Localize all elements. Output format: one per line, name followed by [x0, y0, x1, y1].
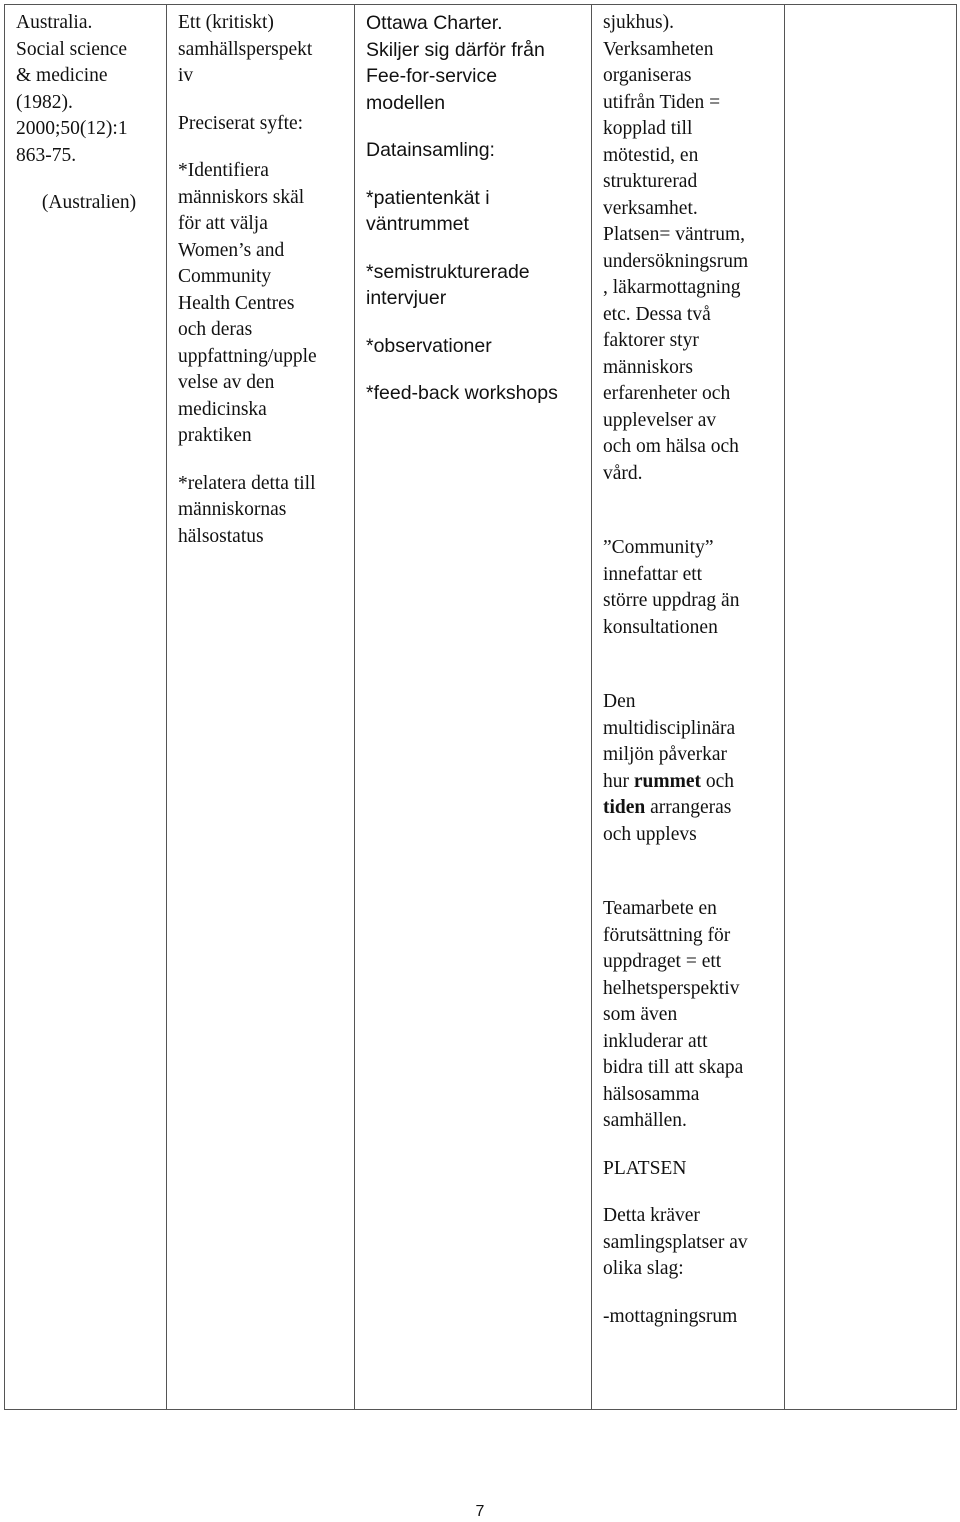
md-line-1: Den — [603, 691, 636, 712]
data-collection-heading: Datainsamling: — [366, 139, 495, 161]
md-line-2: multidisciplinära — [603, 717, 736, 739]
purpose-heading: Preciserat syfte: — [178, 112, 304, 134]
md-line-5-suffix: arrangeras — [645, 797, 732, 818]
teamwork-text: Teamarbete en förutsättning för uppdraget = ett helhetsperspektiv som även inkluderar att bidra till att skapa hälsosamma samhällen. — [603, 898, 744, 1131]
interviews-text: *semistrukturerade intervjuer — [366, 260, 530, 309]
document-table — [4, 4, 957, 1410]
requirements-text: Detta kräver samlingsplatser av olika slag: — [603, 1205, 748, 1279]
table-cell-results — [592, 5, 785, 1410]
table-row — [5, 5, 957, 1410]
table-cell-empty — [785, 5, 957, 1410]
observations-text: *observationer — [366, 334, 492, 357]
page-number: 7 — [475, 1503, 485, 1520]
md-line-6: och upplevs — [603, 823, 697, 845]
md-line-5-bold: tiden — [603, 797, 646, 818]
charter-text: Ottawa Charter. Skiljer sig därför från Fee-for-service modellen — [366, 12, 545, 114]
reception-room-text: -mottagningsrum — [603, 1305, 738, 1327]
place-heading: PLATSEN — [603, 1157, 687, 1179]
purpose-relate-text: *relatera detta till människornas hälsostatus — [178, 472, 316, 547]
table-cell-reference — [5, 5, 167, 1410]
md-line-3: miljön påverkar — [603, 744, 727, 765]
community-text: ”Community” innefattar ett större uppdrag än konsultationen — [603, 537, 740, 638]
md-line-4-bold: rummet — [633, 770, 702, 792]
organisation-text: sjukhus). Verksamheten organiseras utifrån Tiden = kopplad till mötestid, en strukturerad verksamhet. Platsen= väntrum, undersökningsrum , läkarmottagning etc. Dessa två faktorer styr människors erfarenheter och upplevelser av och om hälsa och vård. — [603, 12, 749, 484]
md-line-4-prefix: hur — [603, 770, 634, 792]
country-text: (Australien) — [41, 192, 137, 213]
perspective-text: Ett (kritiskt) samhällsperspekt iv — [178, 12, 313, 86]
reference-text: Australia. Social science & medicine (1982). 2000;50(12):1 863-75. — [16, 12, 128, 166]
table-cell-method — [355, 5, 592, 1410]
workshops-text: *feed-back workshops — [366, 382, 558, 404]
survey-text: *patientenkät i väntrummet — [366, 186, 490, 235]
multidisciplinary-text — [603, 689, 780, 848]
md-line-4-suffix: och — [701, 770, 735, 792]
purpose-identify-text: *Identifiera människors skäl för att välja Women’s and Community Health Centres och deras uppfattning/upple velse av den medicinska praktiken — [178, 160, 317, 446]
table-cell-purpose — [167, 5, 355, 1410]
